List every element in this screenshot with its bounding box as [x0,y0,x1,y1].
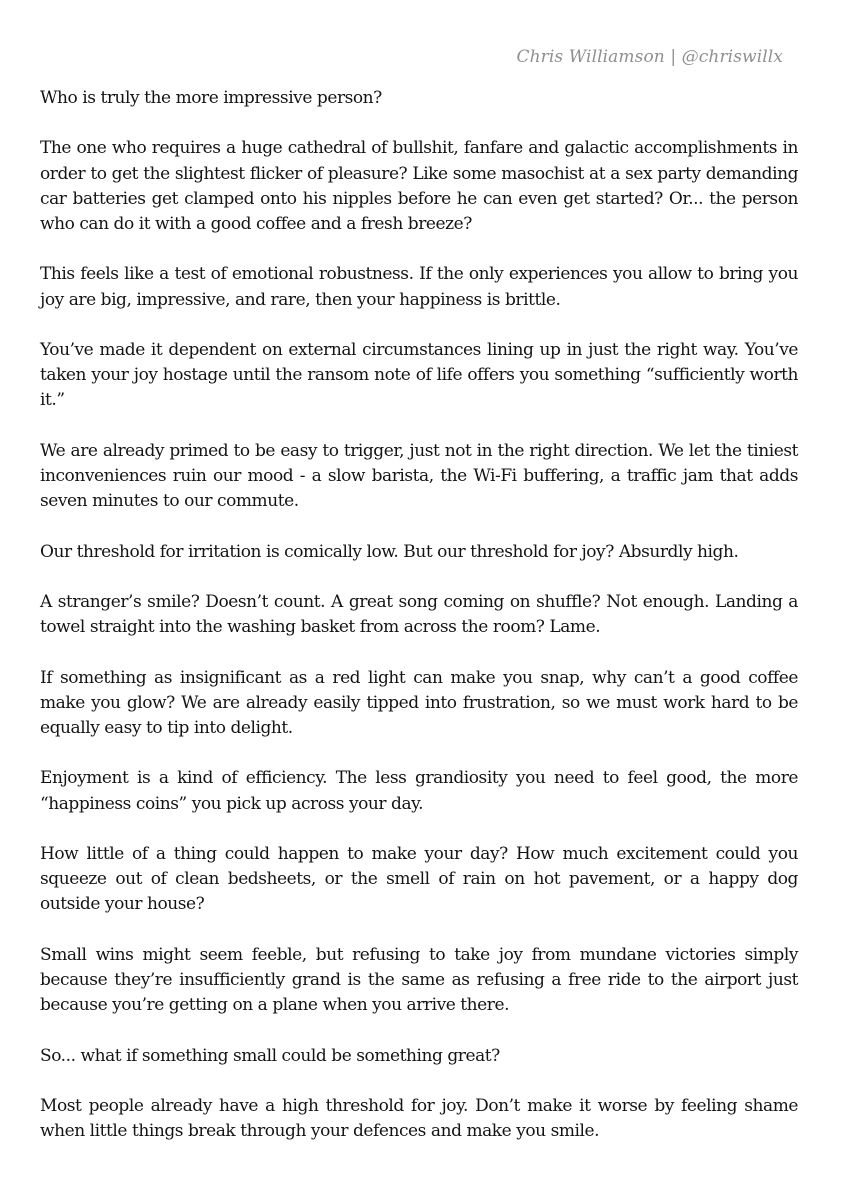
paragraph: We are already primed to be easy to trigger, just not in the right direction. We let the tiniest inconveniences ruin our mood - a slow barista, the Wi-Fi buffering, a traffic jam that adds seven minutes to our commute. [40,440,798,512]
paragraph: How little of a thing could happen to make your day? How much excitement could you squeeze out of clean bedsheets, or the smell of rain on hot pavement, or a happy dog outside your house? [40,843,798,915]
paragraph: If something as insignificant as a red light can make you snap, why can’t a good coffee make you glow? We are already easily tipped into frustration, so we must work hard to be equally easy to tip into delight. [40,667,798,738]
paragraph: Small wins might seem feeble, but refusing to take joy from mundane victories simply because they’re insufficiently grand is the same as refusing a free ride to the airport just because you’re getting on a plane when you arrive there. [40,944,798,1016]
paragraph: A stranger’s smile? Doesn’t count. A great song coming on shuffle? Not enough. Landing a towel straight into the washing basket from across the room? Lame. [40,591,798,638]
article-body [40,86,798,1170]
paragraph: Our threshold for irritation is comically low. But our threshold for joy? Absurdly high. [40,541,739,562]
paragraph: Who is truly the more impressive person? [40,88,382,108]
author-byline: Chris Williamson | @chriswillx [516,47,783,67]
paragraph: So... what if something small could be something great? [40,1045,500,1066]
paragraph: Enjoyment is a kind of efficiency. The less grandiosity you need to feel good, the more “happiness coins” you pick up across your day. [40,768,798,814]
paragraph: The one who requires a huge cathedral of bullshit, fanfare and galactic accomplishments in order to get the slightest flicker of pleasure? Like some masochist at a sex party demanding car batteries get clamped onto his nipples before he can even get started? Or... the person who can do it with a good coffee and a fresh breeze? [40,138,798,234]
paragraph: You’ve made it dependent on external circumstances lining up in just the right way. You’ve taken your joy hostage until the ransom note of life offers you something “sufficiently worth it.” [40,339,798,411]
paragraph: This feels like a test of emotional robustness. If the only experiences you allow to bring you joy are big, impressive, and rare, then your happiness is brittle. [40,264,798,310]
paragraph: Most people already have a high threshold for joy. Don’t make it worse by feeling shame when little things break through your defences and make you smile. [40,1095,798,1142]
